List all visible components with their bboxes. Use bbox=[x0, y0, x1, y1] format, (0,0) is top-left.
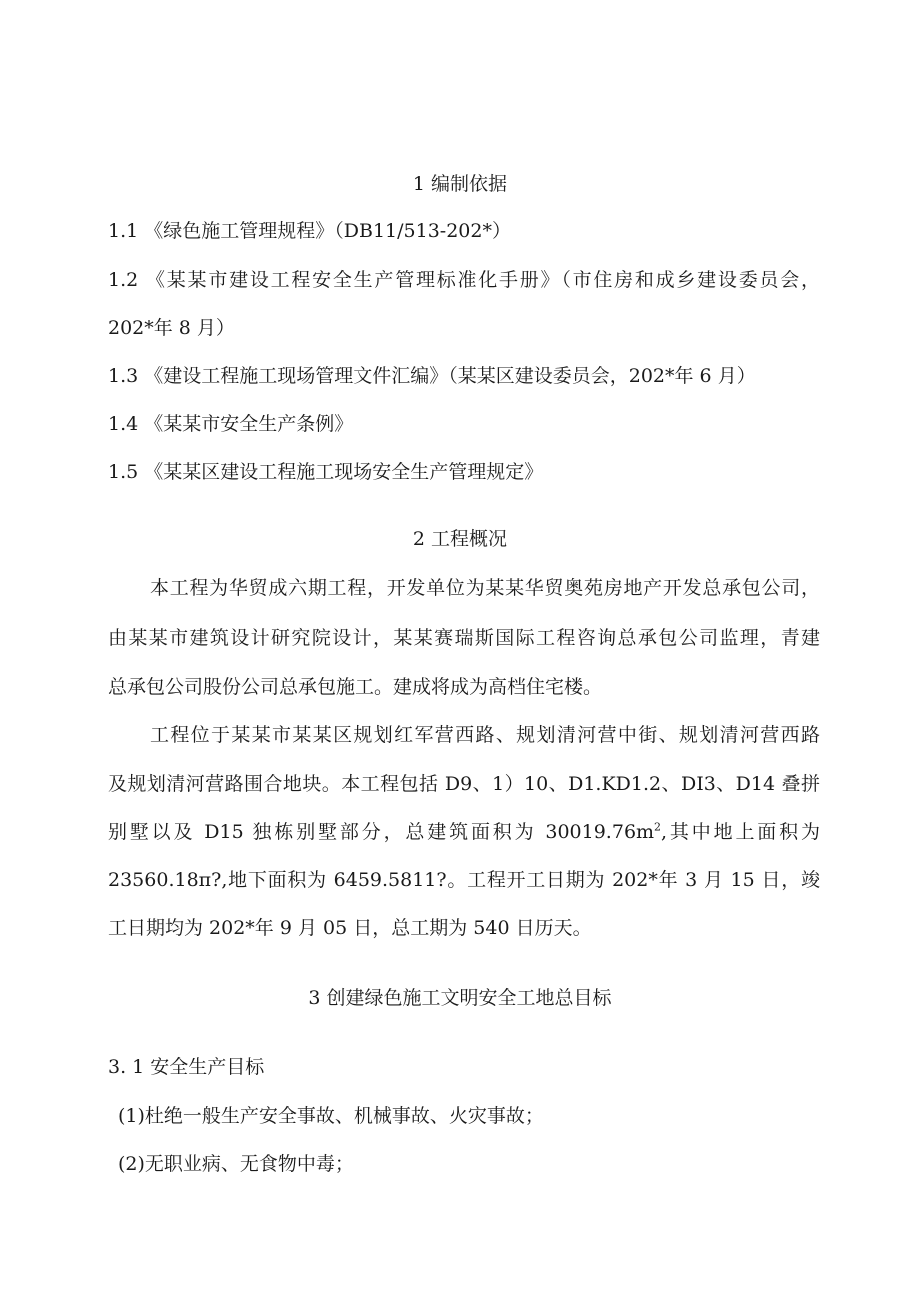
overview-para2-line5: 工日期均为 202*年 9 月 05 日，总工期为 540 日历天。 bbox=[108, 917, 592, 939]
overview-para2-line4: 23560.18π?,地下面积为 6459.5811?。工程开工日期为 202*年 3 月 15 日，竣 bbox=[108, 869, 820, 891]
reference-item-1-2: 1.2 《某某市建设工程安全生产管理标准化手册》（市住房和成乡建设委员会， bbox=[108, 269, 820, 291]
overview-para2-line2: 及规划清河营路围合地块。本工程包括 D9、1）10、D1.KD1.2、DI3、D14 叠拼 bbox=[108, 773, 820, 795]
section-1-heading: 1 编制依据 bbox=[412, 173, 508, 195]
safety-goal-2: (2)无职业病、无食物中毒； bbox=[118, 1153, 354, 1175]
safety-goal-1: (1)杜绝一般生产安全事故、机械事故、火灾事故； bbox=[118, 1105, 544, 1127]
safety-goals-subheading: 3. 1 安全生产目标 bbox=[108, 1056, 265, 1078]
overview-para2-line3 bbox=[108, 820, 820, 844]
overview-para1-line1: 本工程为华贸成六期工程，开发单位为某某华贸奥苑房地产开发总承包公司， bbox=[150, 577, 820, 599]
reference-item-1-3: 1.3 《建设工程施工现场管理文件汇编》（某某区建设委员会，202*年 6 月） bbox=[108, 365, 756, 387]
section-3-heading: 3 创建绿色施工文明安全工地总目标 bbox=[308, 987, 612, 1009]
reference-item-1-5: 1.5 《某某区建设工程施工现场安全生产管理规定》 bbox=[108, 461, 544, 483]
overview-para1-line2: 由某某市建筑设计研究院设计，某某赛瑞斯国际工程咨询总承包公司监理，青建 bbox=[108, 627, 820, 649]
area-unit-superscript: 2 bbox=[654, 820, 662, 834]
reference-item-1-1: 1.1 《绿色施工管理规程》（DB11/513-202*） bbox=[108, 220, 511, 242]
section-2-heading: 2 工程概况 bbox=[412, 528, 508, 550]
reference-item-1-2-cont: 202*年 8 月） bbox=[108, 317, 235, 339]
overview-para2-line3-text: 别墅以及 D15 独栋别墅部分，总建筑面积为 30019.76m bbox=[108, 821, 655, 843]
overview-para2-line3-tail: ,其中地上面积为 bbox=[661, 821, 820, 843]
overview-para1-line3: 总承包公司股份公司总承包施工。建成将成为高档住宅楼。 bbox=[108, 676, 603, 698]
overview-para2-line1: 工程位于某某市某某区规划红军营西路、规划清河营中街、规划清河营西路 bbox=[150, 724, 820, 746]
reference-item-1-4: 1.4 《某某市安全生产条例》 bbox=[108, 413, 354, 435]
